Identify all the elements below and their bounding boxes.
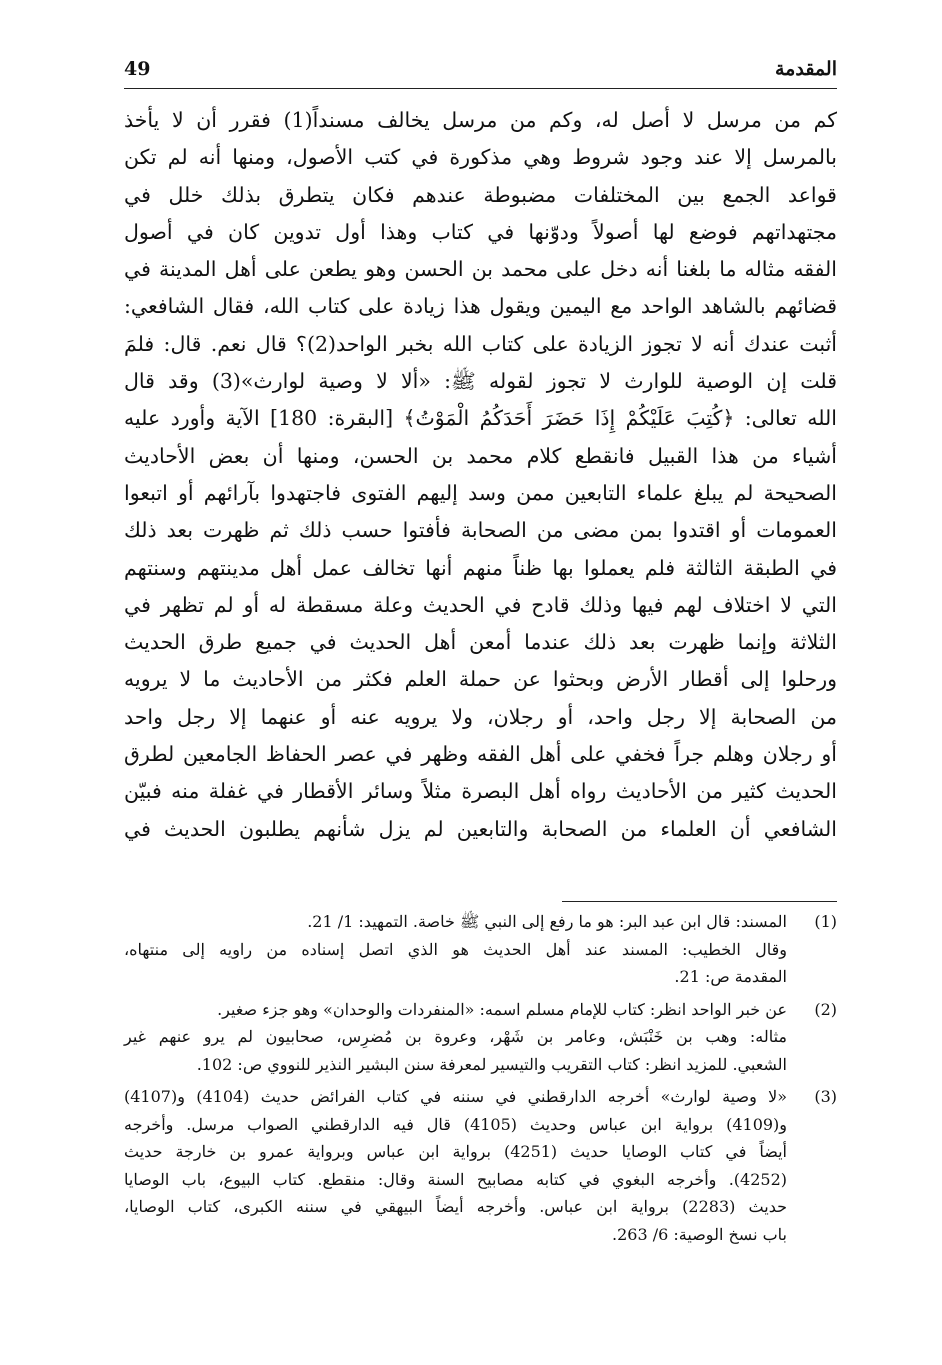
text-line: قلت إن الوصية للوارث لا تجوز لقوله ﷺ: «ألا لا وصية لوارث»(3) وقد قال bbox=[124, 369, 837, 394]
footnote-separator bbox=[562, 901, 837, 902]
footnote-line: (4252). وأخرجه البغوي في كتابه مصابيح السنة وقال: منقطع. كتاب البيوع، باب الوصايا bbox=[124, 1169, 787, 1189]
footnote-line: و(4109) برواية ابن عباس وحديث (4105) قال فيه الدارقطني الصواب مرسل. وأخرجه bbox=[124, 1114, 788, 1134]
text-line: التي لا اختلاف لهم فيها وذلك قادح في الحديث وعلة مسقطة له أو لم تظهر في bbox=[124, 592, 837, 617]
footnote-line: عن خبر الواحد انظر: كتاب للإمام مسلم اسمه: «المنفردات والوحدان» وهو جزء صغير. bbox=[217, 999, 787, 1019]
footnote-line: أيضاً في كتاب الوصايا حديث (4251) برواية ابن عباس وبرواية عمرو بن خارجة حديث bbox=[124, 1142, 788, 1161]
text-line: بالمرسل إلا عند وجود شروط وهي مذكورة في كتب الأصول، ومنها أنه لم تكن bbox=[124, 145, 837, 170]
footnote-line: مثاله: وهب بن خَنْبَش، وعامر بن شَهْر، وعروة بن مُضرِس، صحابيون لم يرو عنهم غير bbox=[124, 1027, 787, 1046]
page-header bbox=[124, 58, 837, 89]
footnote-number: (1) bbox=[814, 912, 837, 931]
footnote-number: (2) bbox=[814, 999, 837, 1019]
footnote-line: باب نسخ الوصية: 6/ 263. bbox=[612, 1224, 787, 1244]
footnote-line: حديث (2283) برواية ابن عباس. وأخرجه أيضاً البيهقي في سننه الكبرى، كتاب الوصايا، bbox=[124, 1197, 788, 1216]
main-text bbox=[124, 102, 837, 848]
text-line: الله تعالى: ﴿كُتِبَ عَلَيْكُمْ إِذَا حَضَرَ أَحَدَكُمُ الْمَوْتُ﴾ [البقرة: 180] الآية وأورد عليه bbox=[124, 406, 837, 431]
text-line: ورحلوا إلى أقطار الأرض وبحثوا عن حملة العلم فكثر من الأحاديث ما لا يرويه bbox=[124, 667, 837, 692]
text-line: أشياء من هذا القبيل فانقطع كلام محمد بن الحسن، ومنها أن بعض الأحاديث bbox=[124, 443, 837, 468]
text-line: مجتهداتهم فوضع لها أصولاً ودوّنها في كتاب وهذا أول تدوين كان في أصول bbox=[124, 219, 837, 244]
footnotes bbox=[124, 908, 837, 1253]
footnote-1 bbox=[124, 908, 837, 991]
footnote-3 bbox=[124, 1083, 837, 1248]
footnote-2 bbox=[124, 996, 837, 1079]
text-line: الثلاثة وإنما ظهرت بعد ذلك عندما أمعن أهل الحديث في جميع طرق الحديث bbox=[124, 630, 837, 655]
text-line: الحديث كثير من الأحاديث رواه أهل البصرة مثلاً وسائر الأقطار في غفلة منه فبيّن bbox=[124, 779, 837, 804]
footnote-line: وقال الخطيب: المسند عند أهل الحديث هو الذي اتصل إسناده من راويه إلى منتهاه، bbox=[124, 939, 787, 959]
text-line: من الصحابة إلا رجل واحد، أو رجلان، ولا يرويه عنه أو عنهما إلا رجل واحد bbox=[124, 704, 837, 729]
text-line: أثبت عندك أنه لا تجوز الزيادة على كتاب الله بخبر الواحد(2)؟ قال نعم. قال: فلمَ bbox=[124, 331, 838, 356]
text-line: الصحيحة لم يبلغ علماء التابعين ممن وسد إليهم الفتوى فاجتهدوا بآرائهم أو اتبعوا bbox=[124, 480, 837, 505]
text-line: الشافعي أن العلماء من الصحابة والتابعين لم يزل شأنهم يطلبون الحديث في bbox=[124, 816, 837, 841]
text-line: الفقه مثاله ما بلغنا أنه دخل على محمد بن الحسن وهو يطعن على أهل المدينة في bbox=[124, 257, 837, 282]
text-line: في الطبقة الثالثة فلم يعملوا بها ظناً منهم أنها تخالف عمل أهل مدينتهم وسنتهم bbox=[124, 555, 837, 580]
footnote-line: «لا وصية لوارث» أخرجه الدارقطني في سننه في كتاب الفرائض حديث (4104) و(4107) bbox=[124, 1087, 787, 1106]
text-line: قواعد الجمع بين المختلفات مضبوطة عندهم فكان يتطرق بذلك خلل في bbox=[124, 182, 837, 207]
text-line: أو رجلان وهلم جراً فخفي على أهل الفقه وظهر في عصر الحفاظ الجامعين لطرق bbox=[124, 742, 837, 767]
text-line: قضائهم بالشاهد الواحد مع اليمين ويقول هذا زيادة على كتاب الله، فقال الشافعي: bbox=[124, 294, 837, 319]
footnote-line: المقدمة ص: 21. bbox=[674, 967, 787, 986]
chapter-title: المقدمة bbox=[774, 58, 837, 80]
page-number: 49 bbox=[124, 58, 151, 80]
footnote-number: (3) bbox=[814, 1087, 837, 1106]
text-line: العمومات أو اقتدوا بمن مضى من الصحابة فأفتوا حسب ذلك ثم ظهرت بعد ذلك bbox=[124, 518, 837, 543]
footnote-line: الشعبي. للمزيد انظر: كتاب التقريب والتيسير لمعرفة سنن البشير النذير للنووي ص: 102. bbox=[196, 1054, 787, 1074]
text-line: كم من مرسل لا أصل له، وكم من مرسل يخالف مسنداً(1) فقرر أن لا يأخذ bbox=[124, 108, 837, 132]
footnote-line: المسند: قال ابن عبد البر: هو ما رفع إلى النبي ﷺ خاصة. التمهيد: 1/ 21. bbox=[307, 912, 787, 931]
